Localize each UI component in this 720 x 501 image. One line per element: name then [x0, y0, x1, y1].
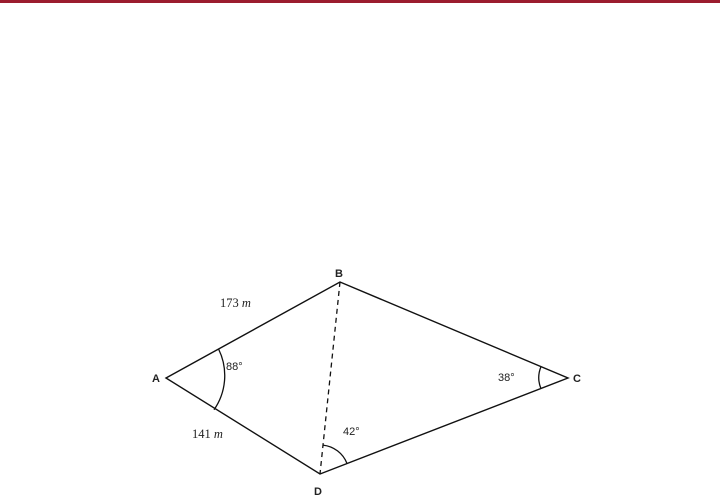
angle-label-d: 42° — [343, 426, 360, 438]
side-ad-value: 141 — [192, 427, 211, 441]
side-ab-unit: m — [241, 296, 251, 310]
vertex-label-b: B — [335, 268, 343, 280]
vertex-label-d: D — [314, 486, 322, 498]
side-ad-unit: m — [213, 427, 223, 441]
side-label-ad — [192, 427, 223, 441]
angle-label-a: 88° — [226, 361, 243, 373]
vertex-label-a: A — [152, 373, 160, 385]
side-ab-value: 173 — [220, 296, 239, 310]
side-label-ab — [220, 296, 251, 310]
angle-arc-d — [323, 445, 347, 463]
vertex-label-c: C — [573, 373, 581, 385]
angle-arc-c — [539, 367, 541, 389]
angle-arc-a — [214, 349, 225, 410]
angle-label-c: 38° — [498, 372, 515, 384]
